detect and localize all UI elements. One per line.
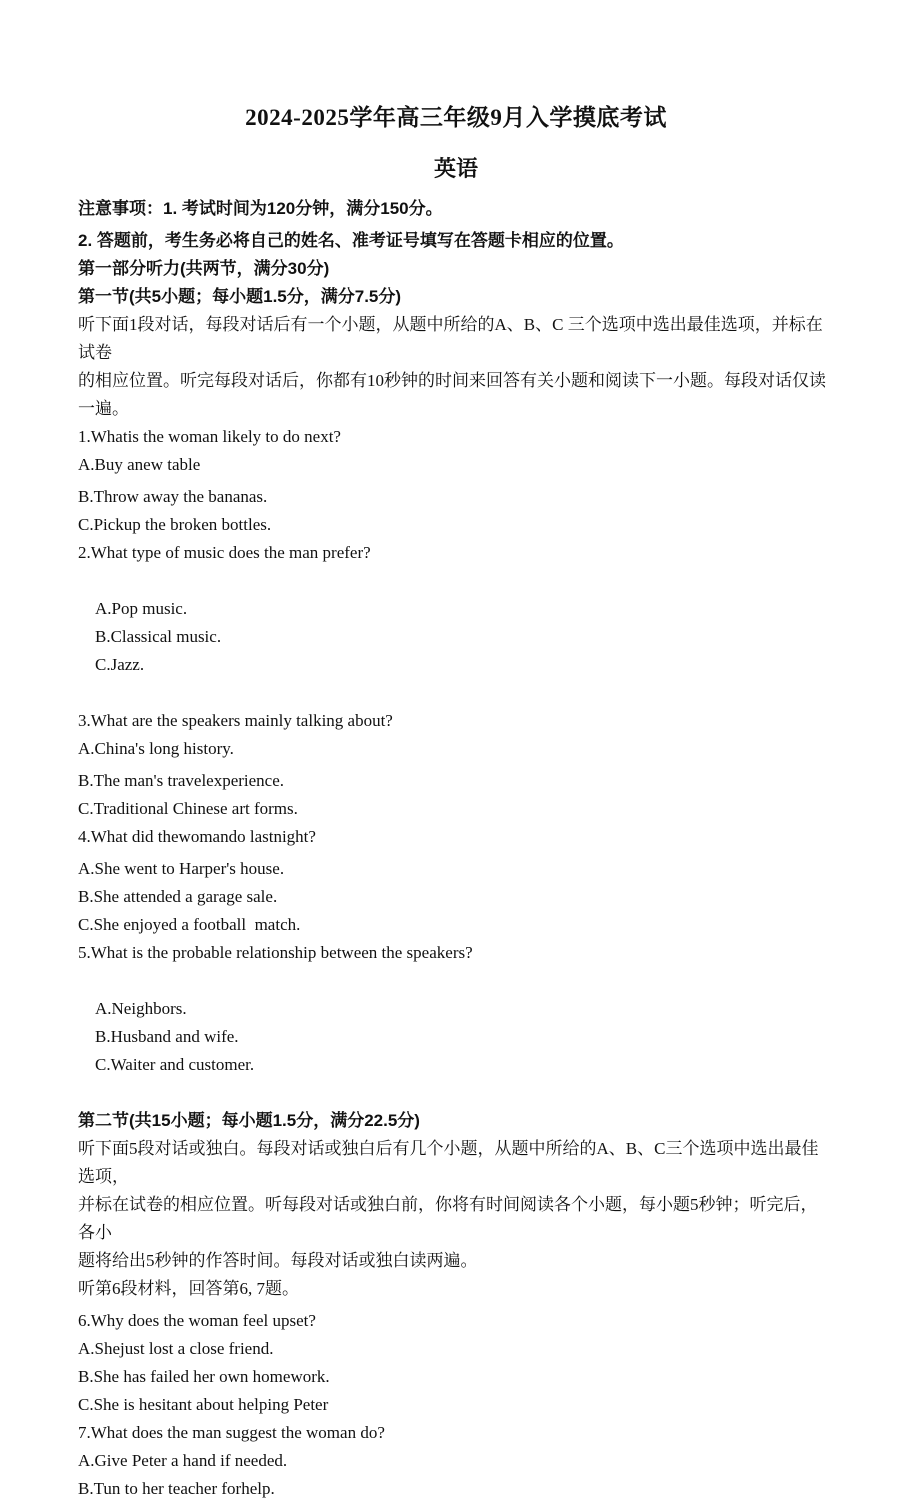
question-6-option-a: A.Shejust lost a close friend. [78, 1339, 274, 1358]
notice-line-1: 注意事项：1. 考试时间为120分钟，满分150分。 [78, 199, 443, 218]
question-2-text: 2.What type of music does the man prefer? [78, 543, 371, 562]
question-4-text: 4.What did thewomando lastnight? [78, 827, 316, 846]
question-1-option-a: A.Buy anew table [78, 455, 201, 474]
question-5-option-b: B.Husband and wife. [95, 1027, 239, 1046]
question-2-option-c: C.Jazz. [95, 655, 145, 674]
part1-heading: 第一部分听力(共两节，满分30分) [78, 259, 330, 278]
question-6-option-b: B.She has failed her own homework. [78, 1367, 330, 1386]
section2-instruction-line-1: 听下面5段对话或独白。每段对话或独白后有几个小题，从题中所给的A、B、C三个选项中选出最佳选项， [78, 1139, 819, 1186]
notice-line-2: 2. 答题前，考生务必将自己的姓名、准考证号填写在答题卡相应的位置。 [78, 231, 624, 250]
question-3-option-b: B.The man's travelexperience. [78, 771, 285, 790]
question-1-text: 1.Whatis the woman likely to do next? [78, 427, 341, 446]
question-2-options-row [78, 567, 834, 707]
exam-title: 2024-2025学年高三年级9月入学摸底考试 [245, 105, 667, 130]
section2-heading: 第二节(共15小题；每小题1.5分，满分22.5分) [78, 1111, 420, 1130]
question-1-option-c: C.Pickup the broken bottles. [78, 515, 272, 534]
question-5-option-a: A.Neighbors. [95, 999, 187, 1018]
question-7-text: 7.What does the man suggest the woman do? [78, 1423, 385, 1442]
question-3-option-a: A.China's long history. [78, 739, 234, 758]
section2-instruction-line-3: 题将给出5秒钟的作答时间。每段对话或独白读两遍。 [78, 1251, 478, 1270]
section1-instruction-line-2: 的相应位置。听完每段对话后，你都有10秒钟的时间来回答有关小题和阅读下一小题。每段对话仅读一遍。 [78, 371, 826, 418]
question-4-option-a: A.She went to Harper's house. [78, 859, 285, 878]
question-5-option-c: C.Waiter and customer. [95, 1055, 255, 1074]
exam-subject: 英语 [433, 156, 478, 181]
question-3-option-c: C.Traditional Chinese art forms. [78, 799, 298, 818]
section1-instruction-line-1: 听下面1段对话，每段对话后有一个小题，从题中所给的A、B、C 三个选项中选出最佳选项，并标在试卷 [78, 315, 823, 362]
question-5-options-row [78, 967, 834, 1107]
section2-instruction-line-2: 并标在试卷的相应位置。听每段对话或独白前，你将有时间阅读各个小题，每小题5秒钟；听完后，各小 [78, 1195, 818, 1242]
question-5-text: 5.What is the probable relationship between the speakers? [78, 943, 473, 962]
section1-heading: 第一节(共5小题；每小题1.5分，满分7.5分) [78, 287, 402, 306]
question-4-option-b: B.She attended a garage sale. [78, 887, 278, 906]
question-4-option-c: C.She enjoyed a football match. [78, 915, 301, 934]
question-2-option-b: B.Classical music. [95, 627, 222, 646]
question-7-option-b: B.Tun to her teacher forhelp. [78, 1479, 275, 1498]
section2-material-note: 听第6段材料，回答第6, 7题。 [78, 1279, 299, 1298]
question-6-option-c: C.She is hesitant about helping Peter [78, 1395, 329, 1414]
question-6-text: 6.Why does the woman feel upset? [78, 1311, 316, 1330]
question-7-option-a: A.Give Peter a hand if needed. [78, 1451, 288, 1470]
question-2-option-a: A.Pop music. [95, 599, 188, 618]
question-1-option-b: B.Throw away the bananas. [78, 487, 268, 506]
question-3-text: 3.What are the speakers mainly talking about? [78, 711, 393, 730]
